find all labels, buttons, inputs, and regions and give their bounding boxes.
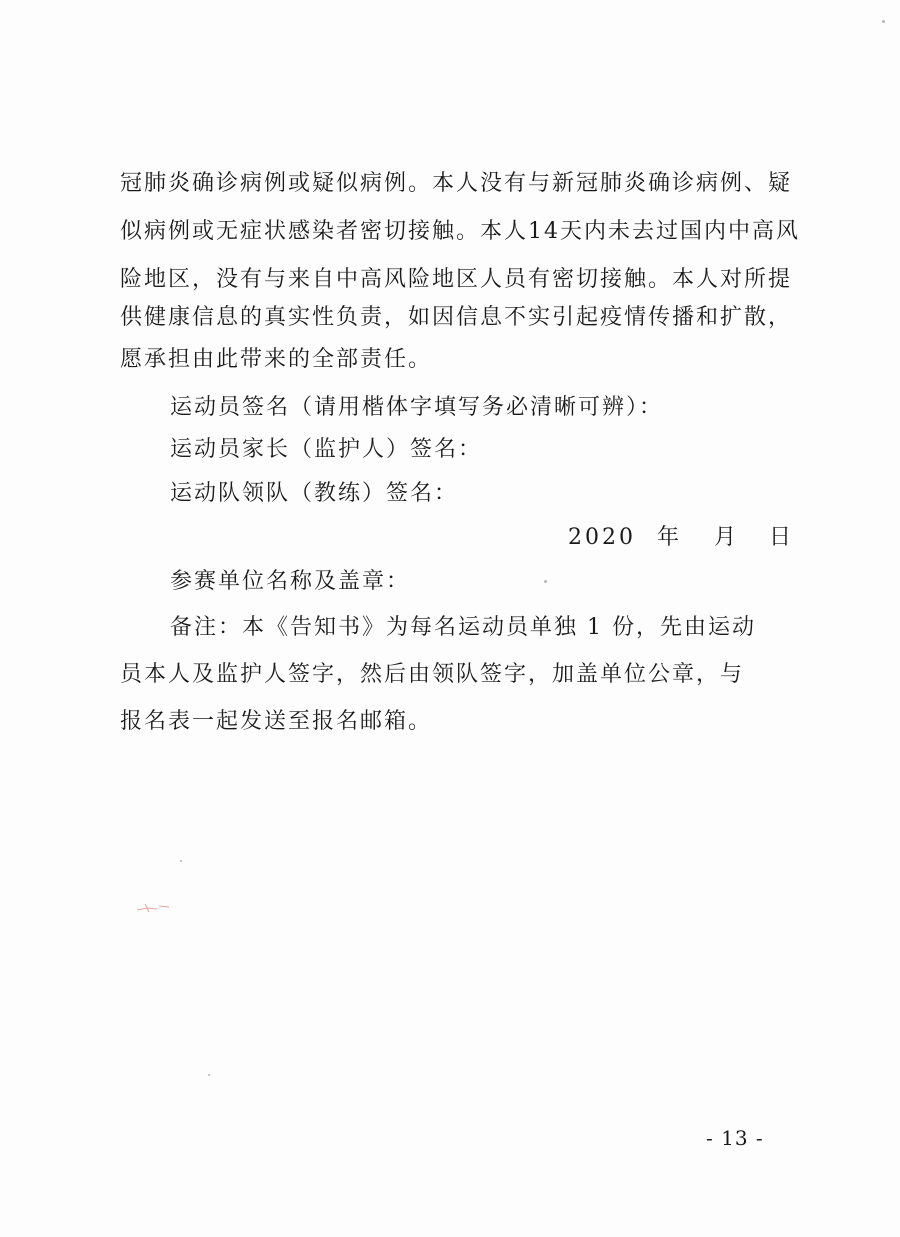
date-year-unit: 年: [657, 525, 680, 550]
paragraph-line-5: 愿承担由此带来的全部责任。: [120, 347, 433, 372]
guardian-signature-label: 运动员家长（监护人）签名：: [170, 437, 483, 462]
team-leader-signature-label: 运动队领队（教练）签名：: [170, 481, 459, 506]
faint-stamp-mark: [135, 900, 175, 916]
note-line-2: 员本人及监护人签字，然后由领队签字，加盖单位公章，与: [120, 662, 745, 687]
scan-speck: [882, 20, 885, 23]
page-number: - 13 -: [706, 1126, 764, 1150]
date-day-unit: 日: [769, 525, 792, 550]
date-month-unit: 月: [714, 525, 737, 550]
paragraph-line-2: 似病例或无症状感染者密切接触。本人14天内未去过国内中高风: [120, 219, 800, 244]
note-line-1: 备注：本《告知书》为每名运动员单独 1 份，先由运动: [170, 615, 756, 640]
scan-speck: [544, 580, 547, 583]
athlete-signature-label: 运动员签名（请用楷体字填写务必清晰可辨）：: [170, 395, 664, 420]
date-line: [568, 520, 791, 551]
paragraph-line-1: 冠肺炎确诊病例或疑似病例。本人没有与新冠肺炎确诊病例、疑: [120, 171, 793, 196]
paragraph-line-3: 险地区，没有与来自中高风险地区人员有密切接触。本人对所提: [120, 267, 793, 292]
paragraph-line-4: 供健康信息的真实性负责，如因信息不实引起疫情传播和扩散，: [120, 305, 793, 330]
scan-speck: [180, 860, 182, 862]
unit-seal-label: 参赛单位名称及盖章：: [170, 569, 411, 594]
scan-speck: [208, 1074, 210, 1076]
date-year: 2020: [568, 525, 636, 550]
note-line-3: 报名表一起发送至报名邮箱。: [120, 709, 433, 734]
